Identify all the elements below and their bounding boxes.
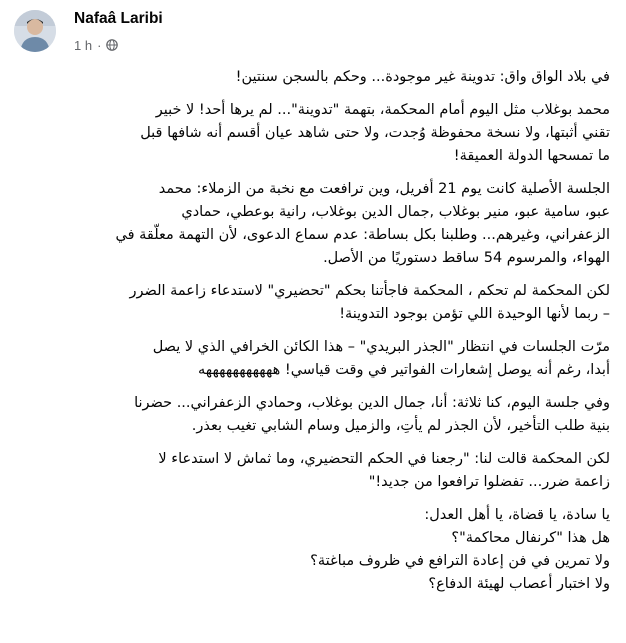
post-paragraph [18,392,610,438]
paragraph-line: زاعمة ضرر... تفضلوا ترافعوا من جديد!" [368,474,610,490]
paragraph-line: لكن المحكمة قالت لنا: "رجعنا في الحكم التحضيري، وما ثماش لا استدعاء لا [158,451,610,467]
avatar-photo-icon [14,10,56,52]
paragraph-line: مرّت الجلسات في انتظار "الجذر البريدي" – هذا الكائن الخرافي الذي لا يصل [152,339,610,355]
post-paragraph [18,178,610,270]
paragraph-line: في بلاد الواق واق: تدوينة غير موجودة... وحكم بالسجن سنتين! [235,69,610,85]
post-paragraph [18,66,610,89]
post-paragraph [18,448,610,494]
paragraph-line: يا سادة، يا قضاة، يا أهل العدل: [424,507,610,523]
meta-separator: · [97,37,102,53]
paragraph-line: بنية طلب التأخير، لأن الجذر لم يأتِ، والزميل وسام الشابي تغيب بعذر. [191,418,610,434]
post-paragraph [18,504,610,596]
paragraph-line: لكن المحكمة لم تحكم ، المحكمة فاجأتنا بحكم "تحضيري" لاستدعاء زاعمة الضرر [129,283,610,299]
paragraph-line: الزعفراني، وغيرهم... وطلبنا بكل بساطة: عدم سماع الدعوى، لأن التهمة معلّقة في [115,227,610,243]
post-paragraph [18,99,610,168]
paragraph-line: أبدا، رغم أنه يوصل إشعارات الفواتير في وقت قياسي! هههههههههههه [198,362,610,378]
post-timestamp[interactable]: 1 h [74,37,93,53]
paragraph-line: وفي جلسة اليوم، كنا ثلاثة: أنا، جمال الدين بوغلاب، وحمادي الزعفراني... حضرنا [134,395,610,411]
paragraph-line: عبو، سامية عبو، منير بوغلاب ,جمال الدين بوغلاب، رانية بوعطي، حمادي [181,204,610,220]
paragraph-line: الجلسة الأصلية كانت يوم 21 أفريل، وين ترافعت مع نخبة من الزملاء: محمد [158,181,610,197]
author-avatar[interactable] [14,10,56,52]
paragraph-line: – ربما لأنها الوحيدة اللي تؤمن بوجود التدوينة! [339,306,610,322]
paragraph-line: ما تمسحها الدولة العميقة! [453,148,610,164]
post-meta [74,36,118,54]
globe-icon[interactable] [106,39,118,51]
author-name[interactable]: Nafaâ Laribi [74,10,163,27]
paragraph-line: ولا تمرين في فن إعادة الترافع في ظروف مباغتة؟ [310,553,610,569]
paragraph-line: الهواء، والمرسوم 54 ساقط دستوريًا من الأصل. [323,250,610,266]
post-paragraph [18,336,610,382]
post-body [18,66,610,596]
paragraph-line: ولا اختبار أعصاب لهيئة الدفاع؟ [428,576,610,592]
paragraph-line: محمد بوغلاب مثل اليوم أمام المحكمة، بتهمة "تدوينة"... لم يرها أحد! لا خبير [155,102,610,118]
paragraph-line: هل هذا "كرنفال محاكمة"؟ [451,530,610,546]
post-header [0,0,626,60]
post-paragraph [18,280,610,326]
paragraph-line: تقني أثبتها، ولا نسخة محفوظة وُجدت، ولا حتى شاهد عيان أقسم أنه شافها قبل [140,125,610,141]
